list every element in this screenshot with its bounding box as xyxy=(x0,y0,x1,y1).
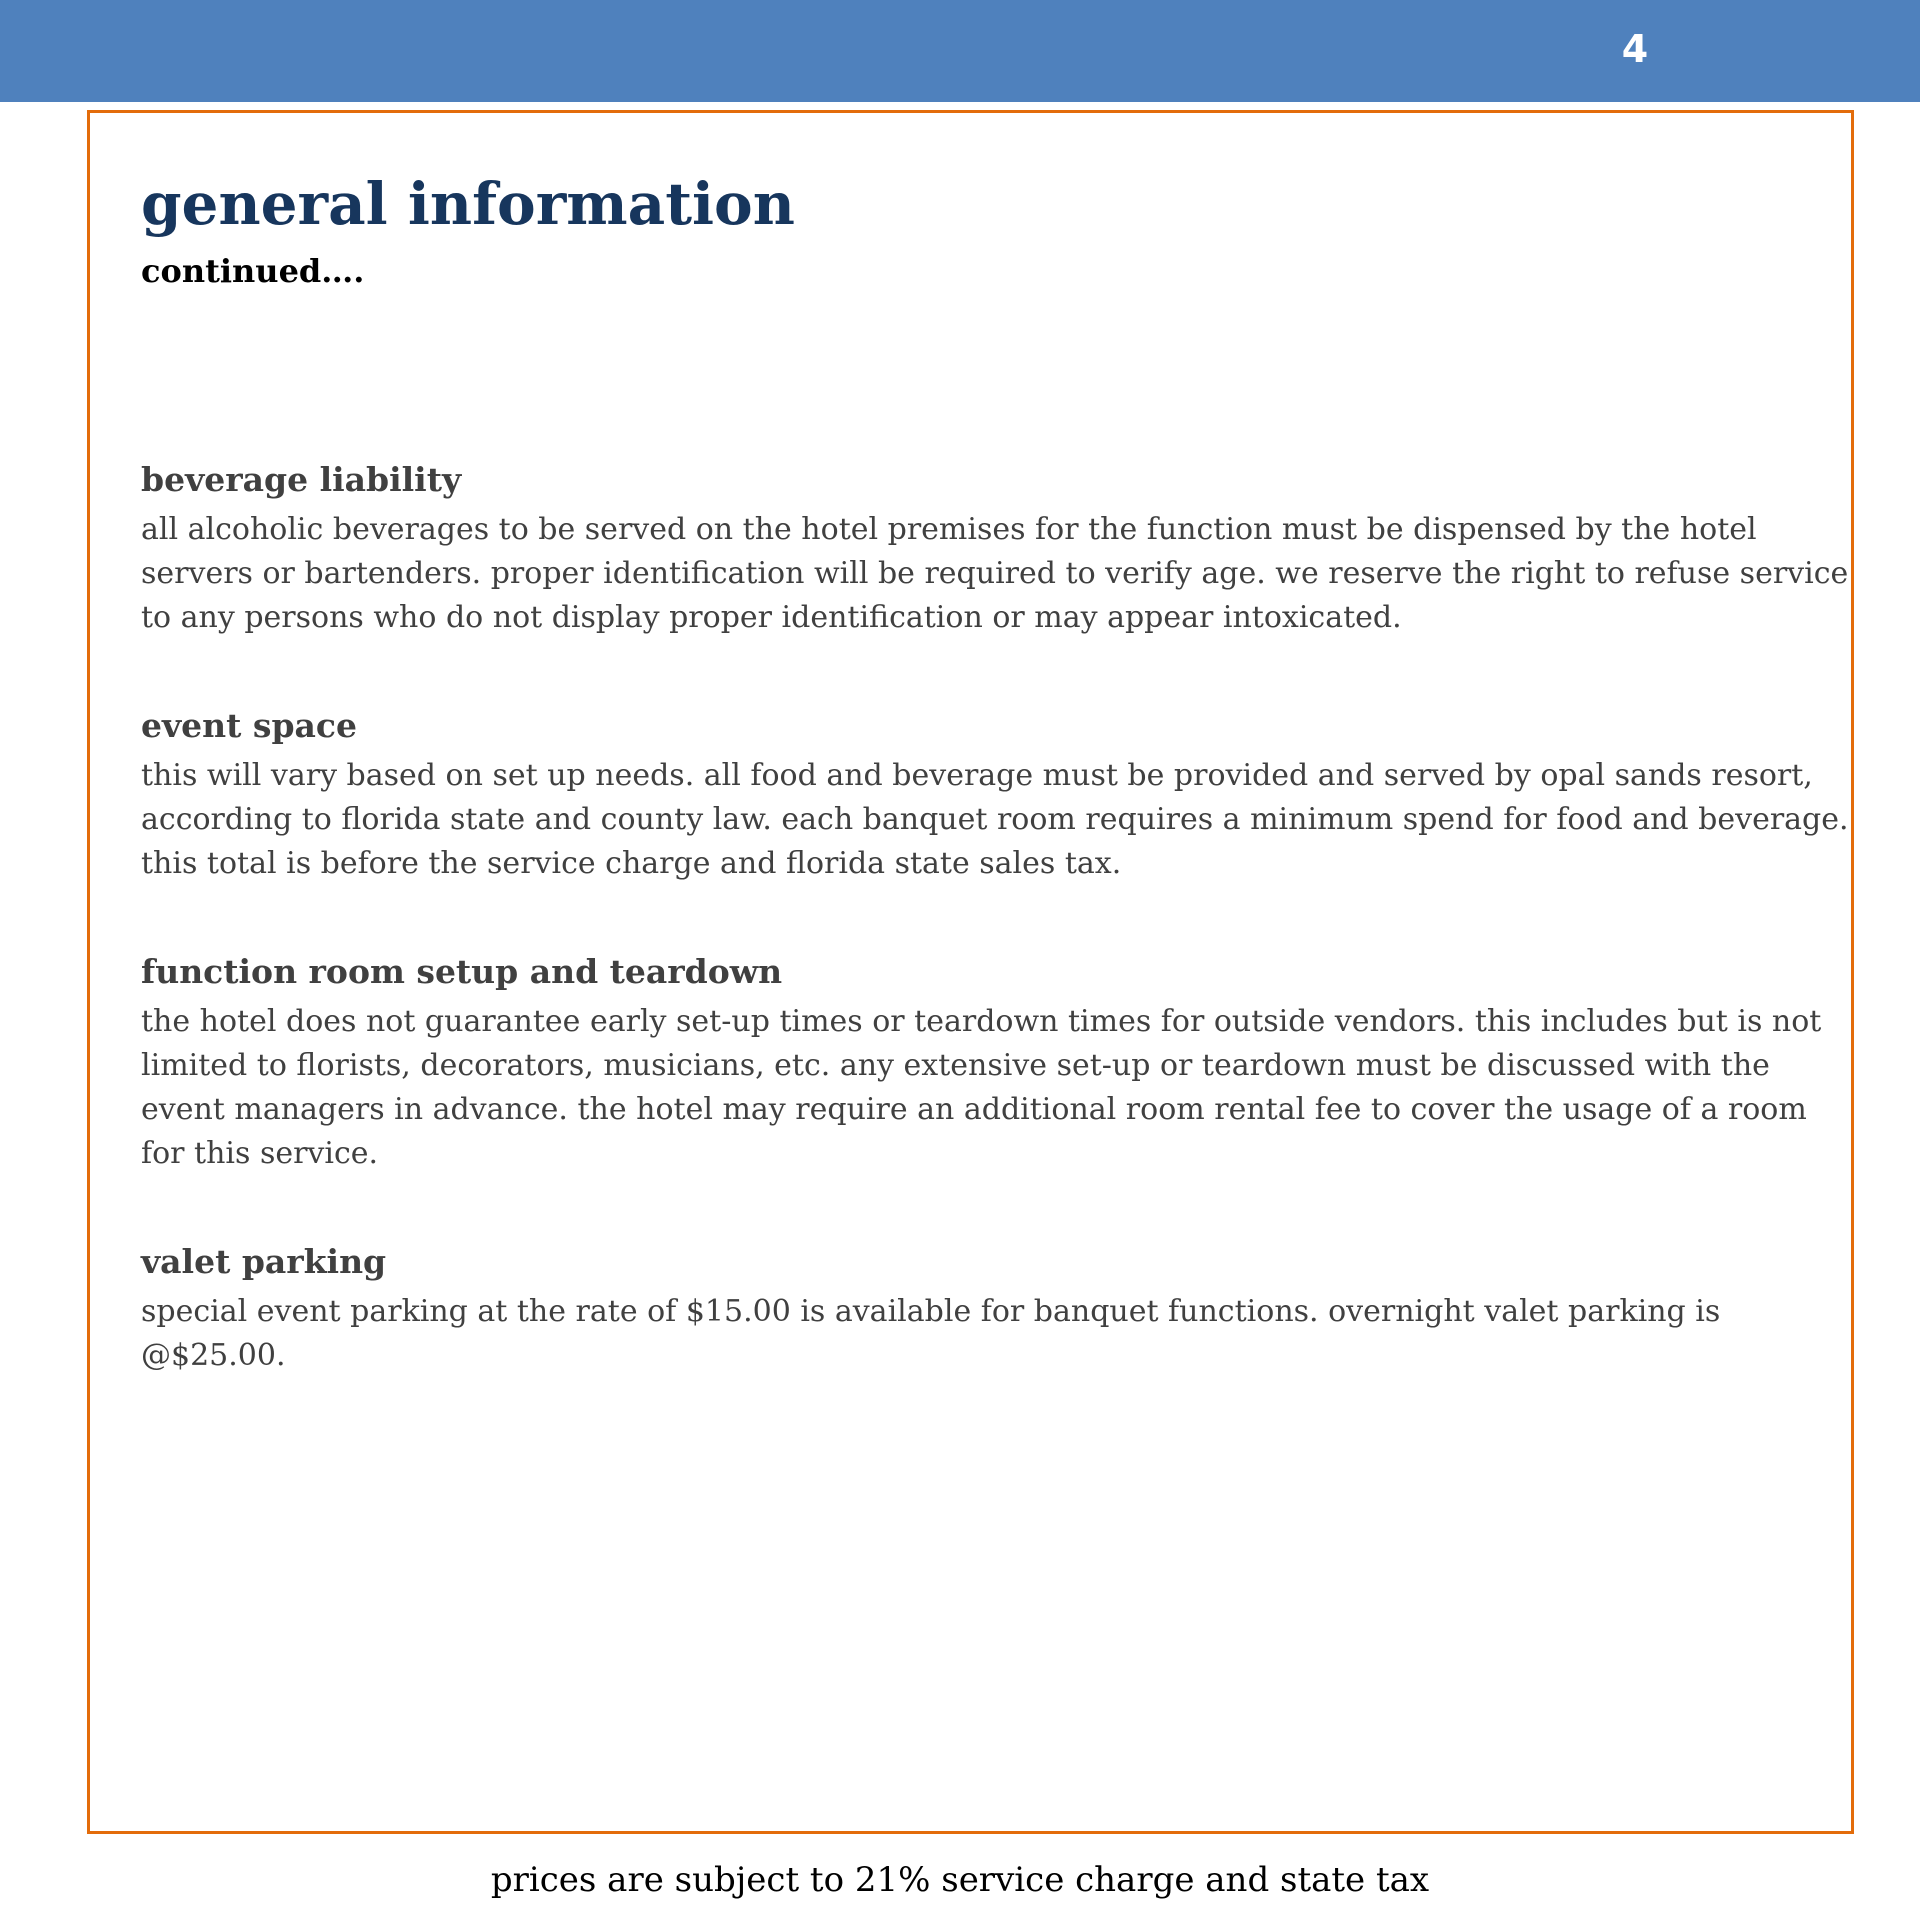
section-body: all alcoholic beverages to be served on the hotel premises for the function must be dispensed by the hotel servers or bartenders. proper identification will be required to verify age. we reserve the right to refuse service to any persons who do not display proper identification or may appear intoxicated. xyxy=(141,512,1849,635)
section-beverage-liability xyxy=(141,458,1851,640)
section-heading: event space xyxy=(141,706,358,745)
page-subtitle: continued…. xyxy=(141,252,365,290)
section-body: the hotel does not guarantee early set-up times or teardown times for outside vendors. this includes but is not limited to florists, decorators, musicians, etc. any extensive set-up or teardown must be discussed with the event managers in advance. the hotel may require an additional room rental fee to cover the usage of a room for this service. xyxy=(141,1004,1822,1171)
page-number: 4 xyxy=(1621,27,1649,71)
section-valet-parking xyxy=(141,1240,1851,1378)
page-title: general information xyxy=(141,170,795,238)
section-heading: beverage liability xyxy=(141,460,462,499)
section-body: this will vary based on set up needs. all food and beverage must be provided and served by opal sands resort, according to florida state and county law. each banquet room requires a minimum spend for food and beverage. this total is before the service charge and florida state sales tax. xyxy=(141,758,1849,881)
section-heading: function room setup and teardown xyxy=(141,952,783,991)
section-heading: valet parking xyxy=(141,1242,387,1281)
header-bar xyxy=(0,0,1920,102)
footer-note: prices are subject to 21% service charge and state tax xyxy=(490,1860,1430,1900)
section-body: special event parking at the rate of $15.00 is available for banquet functions. overnight valet parking is @$25.00. xyxy=(141,1294,1721,1373)
section-function-room-setup xyxy=(141,950,1851,1176)
section-event-space xyxy=(141,704,1851,886)
